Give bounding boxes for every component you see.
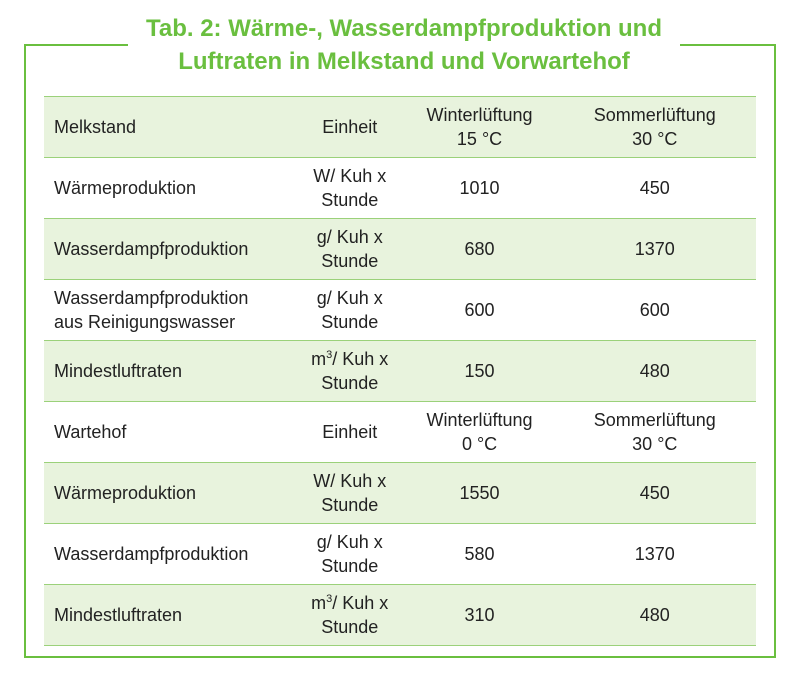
section-header-melkstand xyxy=(44,97,756,158)
row-summer-value: 480 xyxy=(554,585,756,646)
row-summer-value: 480 xyxy=(554,341,756,402)
winter-header: Winterlüftung 15 °C xyxy=(406,97,554,158)
table-row xyxy=(44,585,756,646)
row-winter-value: 1550 xyxy=(406,463,554,524)
unit-header: Einheit xyxy=(294,402,406,463)
title-wrapper xyxy=(0,12,808,78)
table-row xyxy=(44,463,756,524)
row-winter-value: 1010 xyxy=(406,158,554,219)
row-unit: g/ Kuh x Stunde xyxy=(294,524,406,585)
table-row xyxy=(44,524,756,585)
row-label: Wasserdampfproduktion xyxy=(44,524,294,585)
section-label: Melkstand xyxy=(44,97,294,158)
row-unit: W/ Kuh x Stunde xyxy=(294,158,406,219)
row-label: Wasserdampfproduktion aus Reinigungswasser xyxy=(44,280,294,341)
title-line-2: Luftraten in Melkstand und Vorwartehof xyxy=(178,48,630,75)
row-winter-value: 310 xyxy=(406,585,554,646)
row-label: Mindestluftraten xyxy=(44,341,294,402)
section-header-wartehof xyxy=(44,402,756,463)
row-unit: g/ Kuh x Stunde xyxy=(294,280,406,341)
row-label: Mindestluftraten xyxy=(44,585,294,646)
row-unit: $m^3/$ Kuh x Stunde xyxy=(294,585,406,646)
row-unit: W/ Kuh x Stunde xyxy=(294,463,406,524)
row-summer-value: 1370 xyxy=(554,524,756,585)
winter-header: Winterlüftung 0 °C xyxy=(406,402,554,463)
row-unit: g/ Kuh x Stunde xyxy=(294,219,406,280)
title-line-1: Tab. 2: Wärme-, Wasserdampfproduktion und xyxy=(145,15,663,42)
row-label: Wärmeproduktion xyxy=(44,463,294,524)
row-summer-value: 600 xyxy=(554,280,756,341)
section-label: Wartehof xyxy=(44,402,294,463)
row-winter-value: 150 xyxy=(406,341,554,402)
row-summer-value: 450 xyxy=(554,463,756,524)
row-label: Wasserdampfproduktion xyxy=(44,219,294,280)
row-winter-value: 580 xyxy=(406,524,554,585)
row-summer-value: 1370 xyxy=(554,219,756,280)
data-table xyxy=(44,96,756,646)
table-row xyxy=(44,341,756,402)
table-row xyxy=(44,219,756,280)
row-winter-value: 680 xyxy=(406,219,554,280)
table-row xyxy=(44,158,756,219)
unit-header: Einheit xyxy=(294,97,406,158)
row-label: Wärmeproduktion xyxy=(44,158,294,219)
row-unit: $m^3/$ Kuh x Stunde xyxy=(294,341,406,402)
summer-header: Sommerlüftung 30 °C xyxy=(554,97,756,158)
table-row xyxy=(44,280,756,341)
row-summer-value: 450 xyxy=(554,158,756,219)
table-title xyxy=(128,12,680,78)
row-winter-value: 600 xyxy=(406,280,554,341)
summer-header: Sommerlüftung 30 °C xyxy=(554,402,756,463)
